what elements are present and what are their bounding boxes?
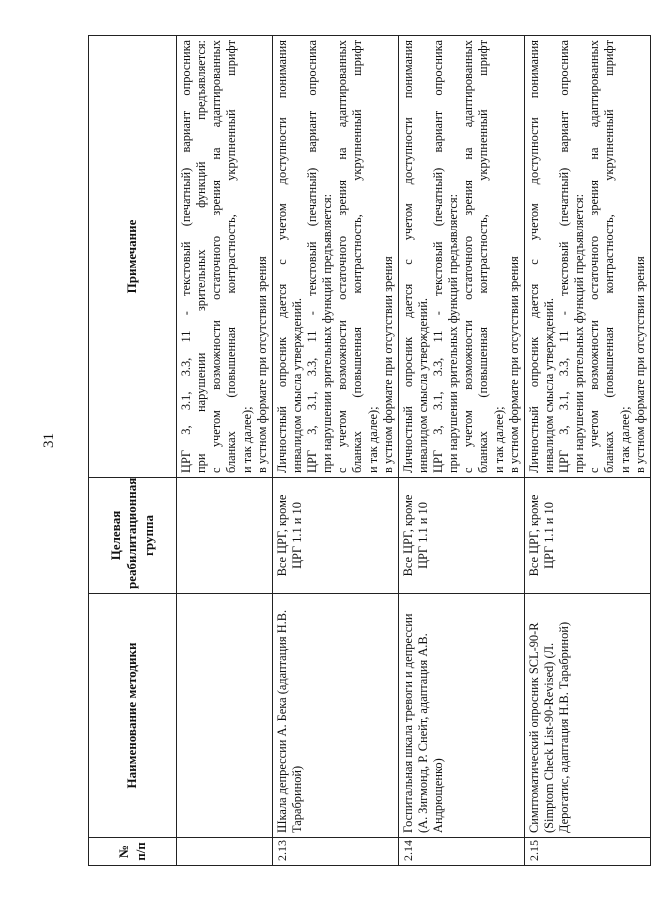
note-line: при нарушении зрительных функций предъявляется: — [320, 193, 335, 473]
row-method-name: Госпитальная шкала тревоги и депрессии (А. Зигмонд, Р. Снейт, адаптация А.В. Андрющенко) — [398, 594, 524, 838]
row-note — [177, 36, 273, 478]
row-num: 2.15 — [524, 838, 650, 866]
note-line: Личностный опросник дается с учетом доступности понимания — [274, 40, 289, 473]
row-num: 2.13 — [272, 838, 398, 866]
note-line: с учетом возможности остаточного зрения на адаптированных — [587, 40, 602, 473]
note-line: и так далее); — [617, 406, 632, 473]
note-line: в устном формате при отсутствии зрения — [632, 256, 647, 473]
note-line: и так далее); — [239, 406, 254, 473]
row-target-group — [177, 478, 273, 594]
note-line: Личностный опросник дается с учетом доступности понимания — [400, 40, 415, 473]
page-number: 31 — [41, 433, 57, 448]
note-line: при нарушении зрительных функций предъявляется: — [194, 40, 209, 473]
note-line: бланках (повышенная контрастность, укрупненный шрифт — [350, 40, 365, 473]
table-row-continuation — [177, 36, 273, 866]
table-header-row — [89, 36, 177, 866]
header-note: Примечание — [89, 36, 177, 478]
note-line: в устном формате при отсутствии зрения — [380, 256, 395, 473]
note-line: ЦРГ 3, 3.1, 3.3, 11 - текстовый (печатный) вариант опросника — [305, 40, 319, 473]
note-line: при нарушении зрительных функций предъявляется: — [572, 193, 587, 473]
row-target-group: Все ЦРГ, кроме ЦРГ 1.1 и 10 — [272, 478, 398, 594]
note-line: инвалидом смысла утверждений. — [289, 298, 304, 473]
header-method-name: Наименование методики — [89, 594, 177, 838]
note-line: ЦРГ 3, 3.1, 3.3, 11 - текстовый (печатный) вариант опросника — [557, 40, 571, 473]
row-note — [524, 36, 650, 478]
row-note — [398, 36, 524, 478]
row-num: 2.14 — [398, 838, 524, 866]
note-line: в устном формате при отсутствии зрения — [506, 256, 521, 473]
note-line: с учетом возможности остаточного зрения на адаптированных — [209, 40, 224, 473]
note-line: бланках (повышенная контрастность, укрупненный шрифт — [224, 40, 239, 473]
note-line: инвалидом смысла утверждений. — [541, 298, 556, 473]
table-row — [272, 36, 398, 866]
methods-table — [88, 35, 651, 866]
note-line: бланках (повышенная контрастность, укрупненный шрифт — [476, 40, 491, 473]
row-num — [177, 838, 273, 866]
note-line: ЦРГ 3, 3.1, 3.3, 11 - текстовый (печатный) вариант опросника — [431, 40, 445, 473]
note-line: ЦРГ 3, 3.1, 3.3, 11 - текстовый (печатный) вариант опросника — [179, 40, 193, 473]
table-row — [524, 36, 650, 866]
note-line: с учетом возможности остаточного зрения на адаптированных — [335, 40, 350, 473]
row-target-group: Все ЦРГ, кроме ЦРГ 1.1 и 10 — [398, 478, 524, 594]
row-note — [272, 36, 398, 478]
header-num: № п/п — [89, 838, 177, 866]
row-target-group: Все ЦРГ, кроме ЦРГ 1.1 и 10 — [524, 478, 650, 594]
note-line: и так далее); — [365, 406, 380, 473]
document-sheet — [88, 36, 647, 866]
row-method-name: Шкала депрессии А. Бека (адаптация Н.В. Тарабриной) — [272, 594, 398, 838]
table-row — [398, 36, 524, 866]
note-line: бланках (повышенная контрастность, укрупненный шрифт — [602, 40, 617, 473]
note-line: в устном формате при отсутствии зрения — [254, 256, 269, 473]
note-line: инвалидом смысла утверждений. — [415, 298, 430, 473]
note-line: с учетом возможности остаточного зрения на адаптированных — [461, 40, 476, 473]
header-target-group: Целевая реабилитационная группа — [89, 478, 177, 594]
note-line: и так далее); — [491, 406, 506, 473]
note-line: Личностный опросник дается с учетом доступности понимания — [526, 40, 541, 473]
row-method-name — [177, 594, 273, 838]
row-method-name: Симптоматический опросник SCL-90-R (Simptom Check List-90-Revised) (Л. Дерогатис, адаптация Н.В. Тарабриной) — [524, 594, 650, 838]
note-line: при нарушении зрительных функций предъявляется: — [446, 193, 461, 473]
